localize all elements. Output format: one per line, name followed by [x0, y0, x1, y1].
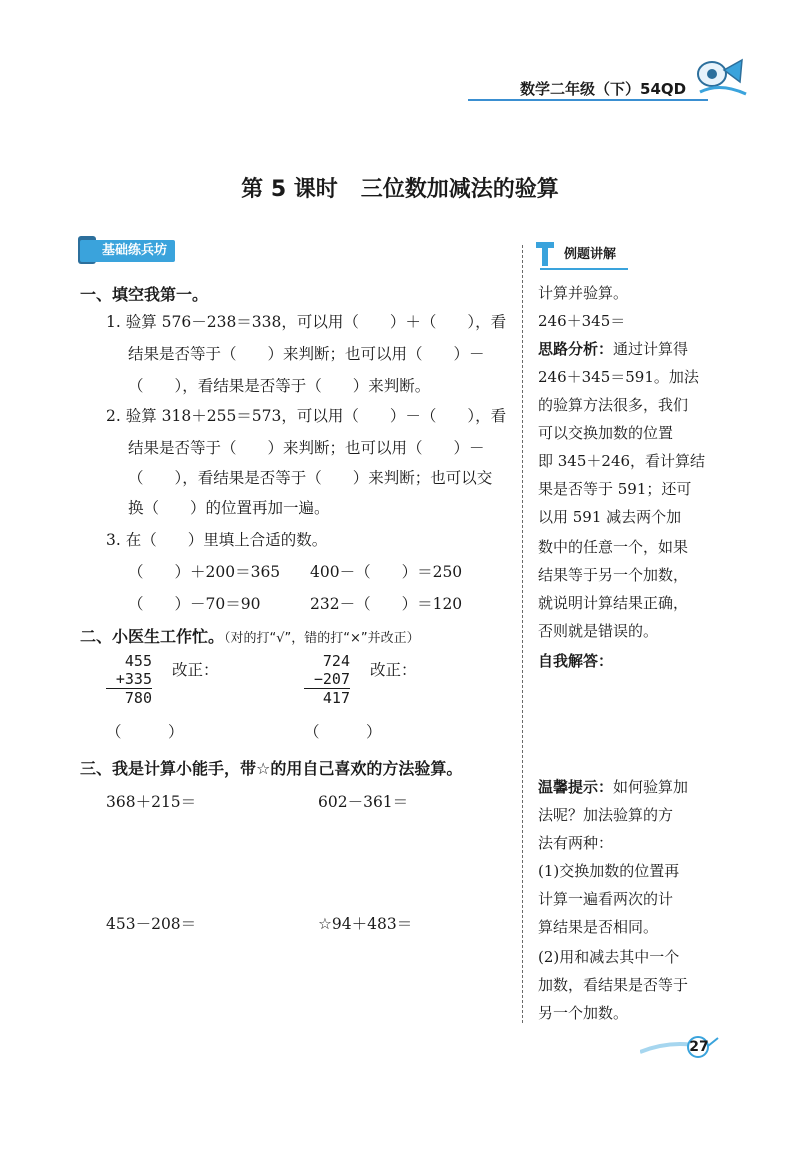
fill-blank-item: （ ）＋200＝365	[128, 563, 281, 581]
q2-heading-text: 二、小医生工作忙。	[80, 627, 225, 646]
tip-line: 算结果是否相同。	[538, 918, 659, 936]
self-answer-label: 自我解答：	[538, 652, 614, 670]
lesson-name: 三位数加减法的验算	[360, 177, 559, 202]
section-badge-basic: 基础练兵坊	[80, 240, 175, 262]
analysis-line: 以用 591 减去两个加	[538, 508, 682, 526]
calc-top: 455	[124, 652, 152, 670]
calc-item: 368＋215＝	[106, 793, 197, 811]
q1-line: 结果是否等于（ ）来判断；也可以用（ ）－	[128, 345, 485, 363]
tip-line: 法呢？加法验算的方	[538, 806, 674, 824]
q2-note: （对的打“√”，错的打“×”并改正）	[224, 631, 420, 646]
column-divider	[522, 245, 523, 1023]
tip-first-line	[538, 776, 688, 797]
tip-line: 另一个加数。	[538, 1004, 629, 1022]
book-label: 数学二年级（下）54QD	[520, 80, 687, 98]
example-line: 246＋345＝	[538, 312, 626, 330]
analysis-line: 就说明计算结果正确，	[538, 594, 689, 612]
analysis-line: 结果等于另一个加数，	[538, 566, 689, 584]
fill-blank-item: （ ）－70＝90	[128, 595, 261, 613]
analysis-first-line	[538, 338, 688, 359]
page-number: 27	[689, 1039, 709, 1055]
tip-label: 温馨提示：	[538, 778, 614, 796]
tip-text: 如何验算加	[613, 778, 689, 796]
calc-item: ☆94＋483＝	[318, 915, 413, 933]
calc-item: 602－361＝	[318, 793, 409, 811]
fill-blank-item: 232－（ ）＝120	[310, 595, 463, 613]
answer-parens: （ ）	[106, 723, 184, 741]
mascot-icon	[690, 52, 750, 104]
tip-line: 法有两种：	[538, 834, 614, 852]
analysis-line: 的验算方法很多，我们	[538, 396, 689, 414]
tip-line: (1)交换加数的位置再	[538, 862, 680, 880]
calc-operand: +335	[115, 670, 152, 688]
q2-heading	[80, 624, 420, 647]
q1-line: 换（ ）的位置再加一遍。	[128, 499, 330, 517]
analysis-line: 即 345＋246，看计算结	[538, 452, 706, 470]
analysis-line: 否则就是错误的。	[538, 622, 659, 640]
example-line: 计算并验算。	[538, 284, 629, 302]
analysis-line: 数中的任意一个，如果	[538, 538, 689, 556]
badge-underline	[540, 268, 628, 270]
analysis-text: 通过计算得	[613, 340, 689, 358]
calc-item: 453－208＝	[106, 915, 197, 933]
analysis-line: 246＋345＝591。加法	[538, 368, 699, 386]
lesson-number: 第 5 课时	[241, 177, 338, 202]
fix-label: 改正：	[172, 661, 219, 679]
calc-result: 417	[304, 688, 350, 707]
fill-blank-item: 400－（ ）＝250	[310, 563, 463, 581]
page-title	[0, 172, 800, 203]
analysis-line: 果是否等于 591；还可	[538, 480, 692, 498]
analysis-line: 可以交换加数的位置	[538, 424, 674, 442]
calc-operand: −207	[313, 670, 350, 688]
q1-line: 结果是否等于（ ）来判断；也可以用（ ）－	[128, 439, 485, 457]
tip-line: 加数，看结果是否等于	[538, 976, 689, 994]
calc-result: 780	[106, 688, 152, 707]
analysis-label: 思路分析：	[538, 340, 614, 358]
vertical-calc-2	[304, 652, 350, 707]
q1-line: 1. 验算 576－238＝338，可以用（ ）＋（ ），看	[106, 313, 507, 331]
tip-line: 计算一遍看两次的计	[538, 890, 674, 908]
header-rule	[468, 99, 708, 101]
q1-heading: 一、填空我第一。	[80, 285, 209, 304]
q3-heading: 三、我是计算小能手，带☆的用自己喜欢的方法验算。	[80, 759, 463, 778]
q1-line: （ ），看结果是否等于（ ）来判断；也可以交	[128, 469, 493, 487]
q1-line: 2. 验算 318＋255＝573，可以用（ ）－（ ），看	[106, 407, 507, 425]
calc-top: 724	[322, 652, 350, 670]
vertical-calc-1	[106, 652, 152, 707]
section-badge-example: 例题讲解	[564, 247, 617, 262]
q1-line: （ ），看结果是否等于（ ）来判断。	[128, 377, 431, 395]
fix-label: 改正：	[370, 661, 417, 679]
answer-parens: （ ）	[304, 723, 382, 741]
tip-line: (2)用和减去其中一个	[538, 948, 680, 966]
q1-line: 3. 在（ ）里填上合适的数。	[106, 531, 328, 549]
